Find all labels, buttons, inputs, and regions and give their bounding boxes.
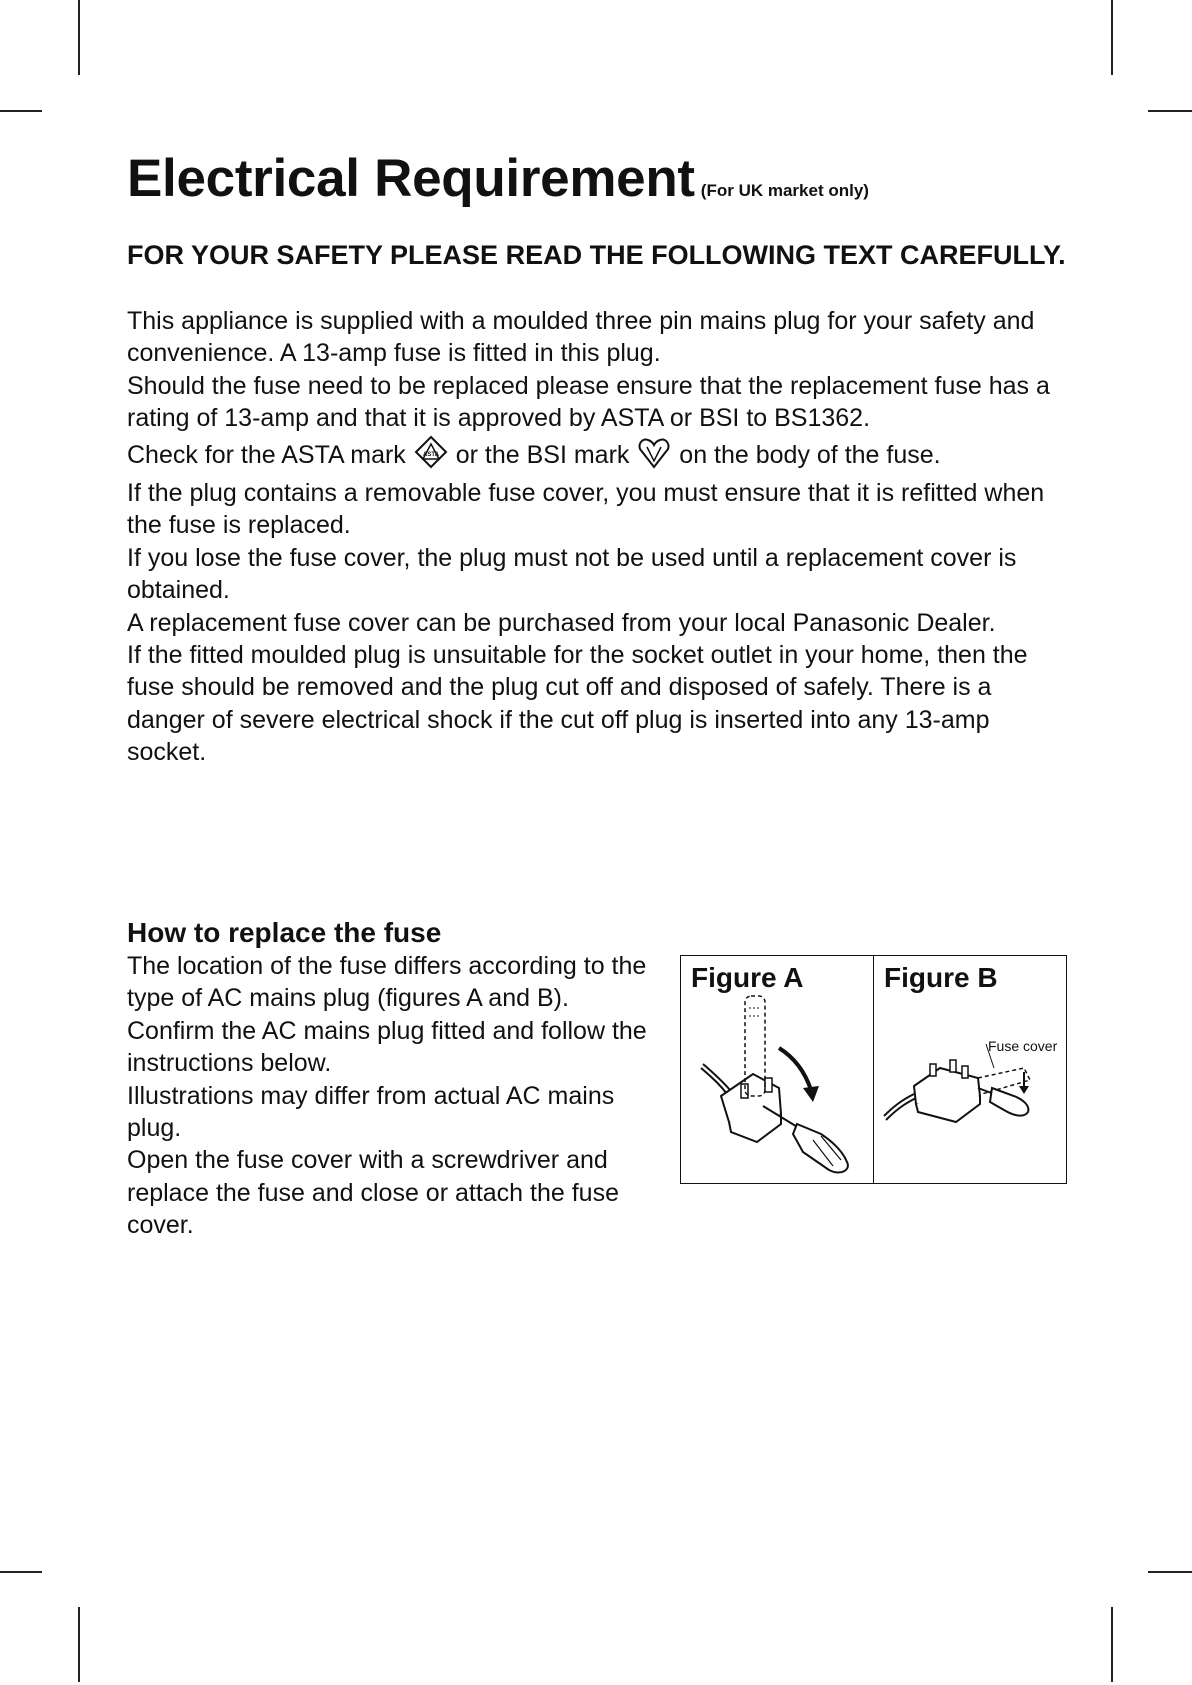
paragraph: Open the fuse cover with a screwdriver and replace the fuse and close or attach the fuse cover. <box>127 1146 619 1240</box>
figure-b-label: Figure B <box>884 962 998 993</box>
crop-mark <box>1148 1571 1192 1573</box>
instructions-body <box>127 305 1072 769</box>
title-note: (For UK market only) <box>700 181 869 200</box>
paragraph: The location of the fuse differs according to the type of AC mains plug (figures A and B). Confirm the AC mains plug fitted and follow the instructions below. <box>127 952 647 1078</box>
crop-mark <box>1111 0 1113 75</box>
svg-text:ASTA: ASTA <box>422 451 439 458</box>
figures-panel <box>680 955 1067 1184</box>
asta-mark-icon <box>414 435 448 477</box>
paragraph: Should the fuse need to be replaced please ensure that the replacement fuse has a rating of 13-amp and that it is approved by ASTA or BSI to BS1362. <box>127 371 1050 433</box>
figure-a-illustration <box>681 956 873 1182</box>
crop-mark <box>78 0 80 75</box>
crop-mark <box>1148 110 1192 112</box>
crop-mark <box>0 1571 42 1573</box>
crop-mark <box>78 1607 80 1682</box>
check-text-2: or the BSI mark <box>455 440 630 469</box>
howto-body <box>127 950 657 1242</box>
figure-b-illustration <box>874 956 1066 1182</box>
bsi-kitemark-icon <box>637 435 671 477</box>
paragraph: If the fitted moulded plug is unsuitable for the socket outlet in your home, then the fuse should be removed and the plug cut off and disposed of safely. There is a danger of severe electrical shock if the cut off plug is inserted into any 13-amp socket. <box>127 641 1028 767</box>
crop-mark <box>1111 1607 1113 1682</box>
check-marks-line <box>127 435 1072 477</box>
paragraph: Illustrations may differ from actual AC mains plug. <box>127 1081 615 1143</box>
title-text: Electrical Requirement <box>127 149 695 208</box>
paragraph: A replacement fuse cover can be purchased from your local Panasonic Dealer. <box>127 608 996 637</box>
crop-mark <box>0 110 42 112</box>
paragraph: If you lose the fuse cover, the plug must not be used until a replacement cover is obtained. <box>127 543 1017 605</box>
figure-b <box>873 956 1066 1183</box>
paragraph: This appliance is supplied with a moulded three pin mains plug for your safety and convenience. A 13-amp fuse is fitted in this plug. <box>127 307 1035 368</box>
page-title <box>127 148 869 209</box>
check-text-1: Check for the ASTA mark <box>127 440 406 469</box>
paragraph: If the plug contains a removable fuse cover, you must ensure that it is refitted when the fuse is replaced. <box>127 479 1045 540</box>
fuse-cover-callout: Fuse cover <box>988 1038 1058 1054</box>
figure-a <box>681 956 873 1183</box>
safety-warning: FOR YOUR SAFETY PLEASE READ THE FOLLOWING TEXT CAREFULLY. <box>127 240 1066 270</box>
check-text-3: on the body of the fuse. <box>679 440 941 469</box>
howto-heading: How to replace the fuse <box>127 917 442 948</box>
figure-a-label: Figure A <box>691 962 804 993</box>
